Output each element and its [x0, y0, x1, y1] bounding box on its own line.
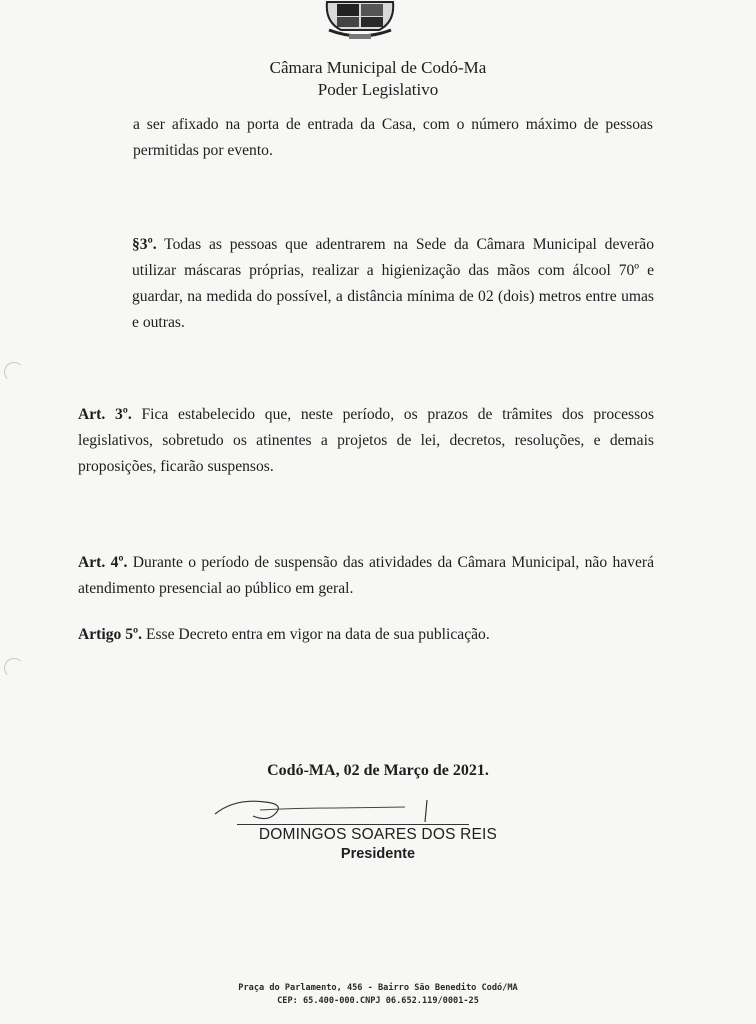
punch-hole-mark	[4, 658, 24, 678]
article-4-text: Durante o período de suspensão das atividades da Câmara Municipal, não haverá atendimento presencial ao público em geral.	[78, 554, 655, 597]
coat-of-arms-emblem	[323, 0, 397, 40]
article-5-label: Artigo 5º.	[78, 626, 143, 643]
legislative-power-title: Poder Legislativo	[317, 80, 439, 99]
paragraph-3-text: Todas as pessoas que adentrarem na Sede da Câmara Municipal deverão utilizar máscaras próprias, realizar a higienização das mãos com álcool 70º e guardar, na medida do possível, a distância mínima de 02 (dois) metros entre umas e outras.	[132, 236, 654, 331]
article-5-text: Esse Decreto entra em vigor na data de sua publicação.	[145, 626, 490, 643]
article-4	[78, 550, 654, 602]
punch-hole-mark	[4, 362, 24, 382]
signature-date: Codó-MA, 02 de Março de 2021.	[267, 762, 489, 779]
paragraph-3-label: §3º.	[132, 236, 157, 253]
article-5	[78, 622, 654, 648]
chamber-name: Câmara Municipal de Codó-Ma	[269, 58, 487, 77]
footer-cep-cnpj: CEP: 65.400-000.CNPJ 06.652.119/0001-25	[277, 996, 479, 1006]
paragraph-continuation: a ser afixado na porta de entrada da Casa, com o número máximo de pessoas permitidas por evento.	[133, 116, 653, 159]
footer-address: Praça do Parlamento, 456 - Bairro São Benedito Codó/MA	[238, 983, 518, 993]
article-4-label: Art. 4º.	[78, 554, 128, 571]
paragraph-3	[132, 232, 654, 336]
signature-line	[237, 824, 469, 825]
signatory-role: Presidente	[340, 846, 416, 862]
article-3-label: Art. 3º.	[78, 406, 132, 423]
signatory-name: DOMINGOS SOARES DOS REIS	[258, 826, 498, 843]
article-3-text: Fica estabelecido que, neste período, os prazos de trâmites dos processos legislativos, sobretudo os atinentes a projetos de lei, decretos, resoluções, e demais proposições, ficarão suspensos.	[78, 406, 655, 475]
article-3	[78, 402, 654, 480]
